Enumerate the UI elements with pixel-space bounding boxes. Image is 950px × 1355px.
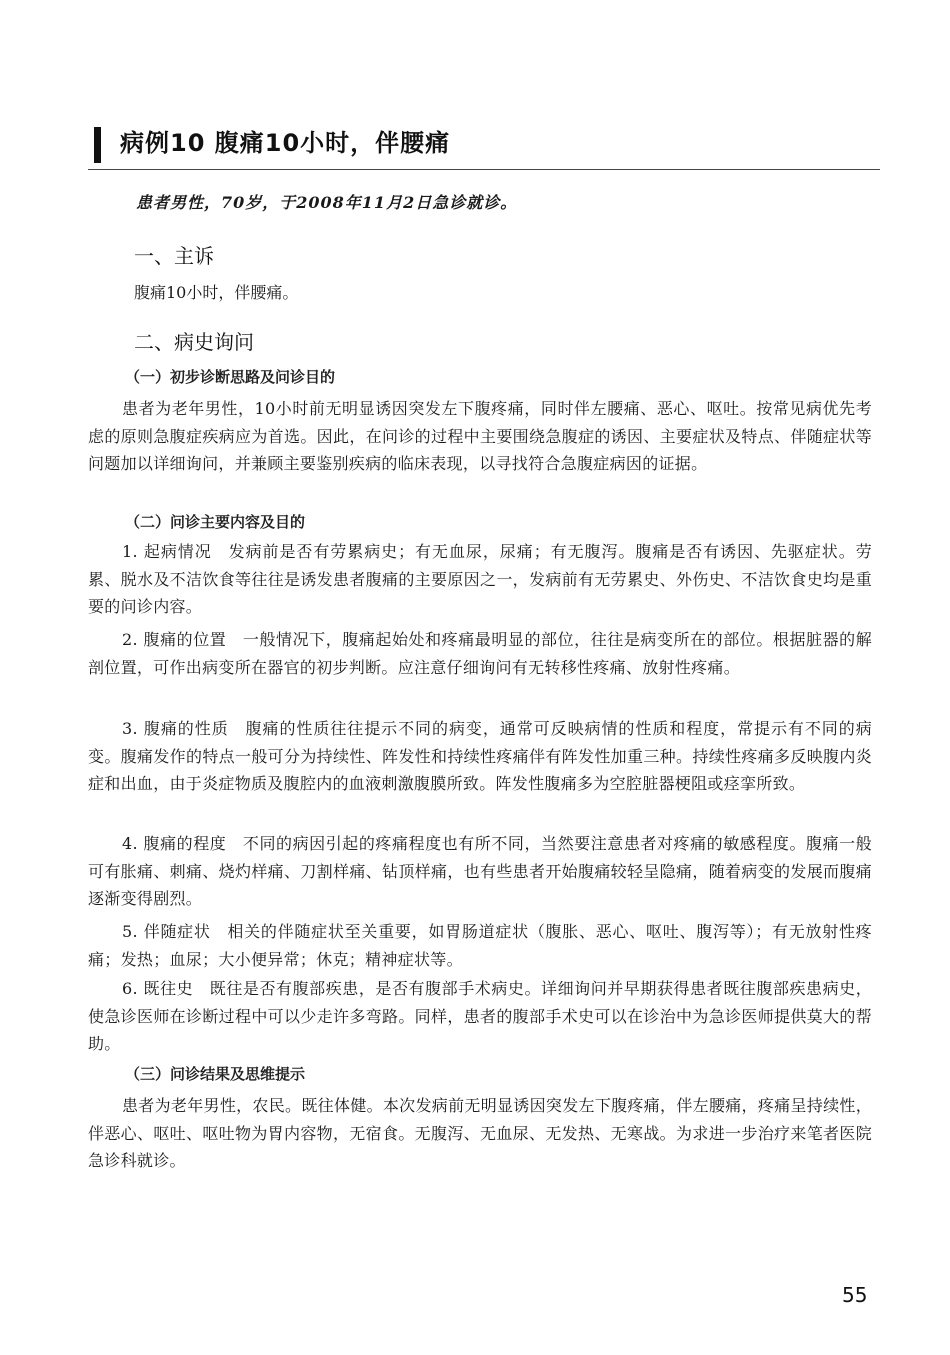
- subsection-heading-1: （一）初步诊断思路及问诊目的: [125, 368, 336, 386]
- paragraph-pain-nature: 3. 腹痛的性质 腹痛的性质往往提示不同的病变，通常可反映病情的性质和程度，常提示有不同的病变。腹痛发作的特点一般可分为持续性、阵发性和持续性疼痛伴有阵发性加重三种。持续性疼痛多反映腹内炎症和出血，由于炎症物质及腹腔内的血液刺激腹膜所致。阵发性腹痛多为空腔脏器梗阻或痉挛所致。: [88, 719, 872, 793]
- paragraph-pain-severity: 4. 腹痛的程度 不同的病因引起的疼痛程度也有所不同，当然要注意患者对疼痛的敏感程度。腹痛一般可有胀痛、刺痛、烧灼样痛、刀割样痛、钻顶样痛，也有些患者开始腹痛较轻呈隐痛，随着病变的发展而腹痛逐渐变得剧烈。: [88, 834, 872, 908]
- subsection-heading-3: （三）问诊结果及思维提示: [125, 1065, 306, 1083]
- section-heading-chief-complaint: 一、主诉: [134, 244, 214, 268]
- page-title-text: 病例10 腹痛10小时，伴腰痛: [120, 129, 451, 157]
- paragraph-onset: 1. 起病情况 发病前是否有劳累病史；有无血尿，尿痛；有无腹泻。腹痛是否有诱因、先驱症状。劳累、脱水及不洁饮食等往往是诱发患者腹痛的主要原因之一，发病前有无劳累史、外伤史、不洁饮食史均是重要的问诊内容。: [88, 542, 872, 616]
- title-divider: [88, 169, 880, 170]
- chief-complaint-text: 腹痛10小时，伴腰痛。: [134, 283, 299, 302]
- title-accent-bar: [94, 127, 101, 163]
- section-heading-history: 二、病史询问: [134, 330, 254, 354]
- paragraph-pain-location: 2. 腹痛的位置 一般情况下，腹痛起始处和疼痛最明显的部位，往往是病变所在的部位。根据脏器的解剖位置，可作出病变所在器官的初步判断。应注意仔细询问有无转移性疼痛、放射性疼痛。: [88, 630, 872, 677]
- paragraph-diagnosis-approach: 患者为老年男性，10小时前无明显诱因突发左下腹疼痛，同时伴左腰痛、恶心、呕吐。按常见病优先考虑的原则急腹症疾病应为首选。因此，在问诊的过程中主要围绕急腹症的诱因、主要症状及特点、伴随症状等问题加以详细询问，并兼顾主要鉴别疾病的临床表现，以寻找符合急腹症病因的证据。: [88, 399, 872, 473]
- paragraph-inquiry-result: 患者为老年男性，农民。既往体健。本次发病前无明显诱因突发左下腹疼痛，伴左腰痛，疼痛呈持续性，伴恶心、呕吐、呕吐物为胃内容物，无宿食。无腹泻、无血尿、无发热、无寒战。为求进一步治疗来笔者医院急诊科就诊。: [88, 1096, 872, 1170]
- patient-info: 患者男性，70岁，于2008年11月2日急诊就诊。: [136, 193, 518, 212]
- paragraph-past-history: 6. 既往史 既往是否有腹部疾患，是否有腹部手术病史。详细询问并早期获得患者既往腹部疾患病史，使急诊医师在诊断过程中可以少走许多弯路。同样，患者的腹部手术史可以在诊治中为急诊医师提供莫大的帮助。: [88, 979, 872, 1053]
- subsection-heading-2: （二）问诊主要内容及目的: [125, 513, 306, 531]
- paragraph-associated-symptoms: 5. 伴随症状 相关的伴随症状至关重要，如胃肠道症状（腹胀、恶心、呕吐、腹泻等）；有无放射性疼痛；发热；血尿；大小便异常；休克；精神症状等。: [88, 922, 872, 969]
- page-number: 55: [842, 1283, 868, 1307]
